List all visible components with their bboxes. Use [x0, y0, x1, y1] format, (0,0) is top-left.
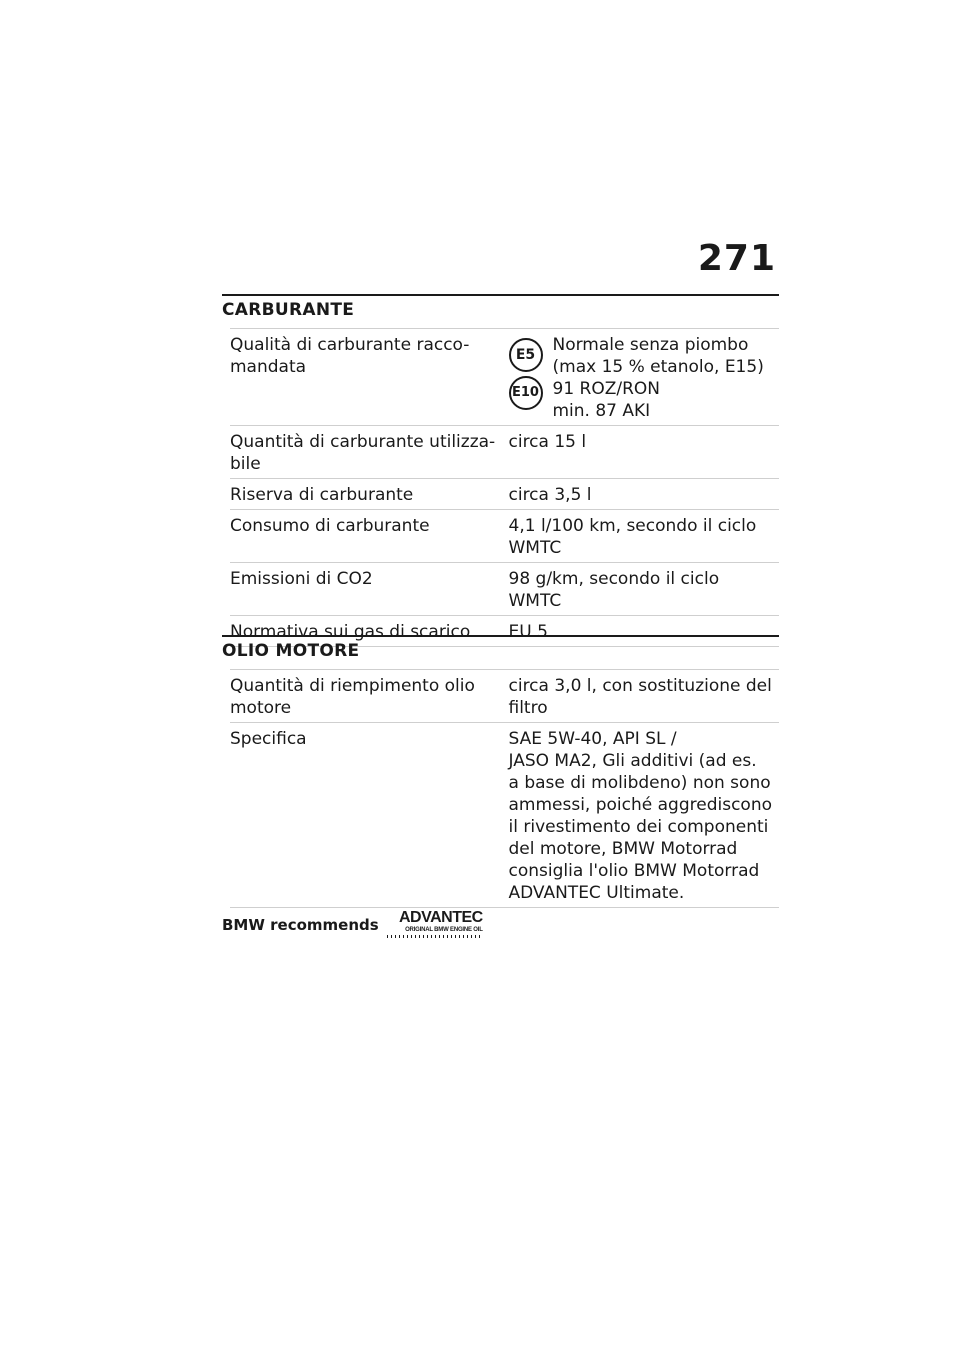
row-label: Quantità di carburante utilizza- bile: [230, 426, 509, 479]
advantec-logo-bar: [387, 935, 483, 938]
row-label: Riserva di carburante: [230, 479, 509, 510]
advantec-logo-name: ADVANTEC: [398, 909, 483, 926]
row-label: Consumo di carburante: [230, 510, 509, 563]
row-value: circa 15 l: [509, 426, 780, 479]
table-row: [230, 329, 779, 426]
row-label: Quantità di riempimento olio motore: [230, 670, 509, 723]
table-row: [230, 426, 779, 479]
e10-fuel-icon: E10: [509, 376, 543, 410]
row-label: [230, 329, 509, 426]
oil-section: [222, 635, 779, 908]
fuel-quality-e10: 91 ROZ/RON min. 87 AKI: [552, 379, 661, 421]
e5-fuel-icon: E5: [509, 338, 543, 372]
row-label: Normativa sui gas di scarico: [230, 616, 509, 647]
fuel-section: [222, 294, 779, 647]
advantec-logo: [387, 910, 483, 938]
section-title-oil: OLIO MOTORE: [222, 641, 360, 661]
row-value: EU 5: [509, 616, 780, 647]
recommends-text: BMW recommends: [222, 916, 379, 934]
row-value: 98 g/km, secondo il ciclo WMTC: [509, 563, 780, 616]
row-label: Emissioni di CO2: [230, 563, 509, 616]
page-number: 271: [697, 238, 776, 279]
oil-spec-table: [230, 669, 779, 908]
fuel-quality-e5: Normale senza piombo (max 15 % etanolo, E15): [552, 335, 764, 377]
fuel-badges: [509, 334, 553, 422]
table-row: [230, 670, 779, 723]
table-row: [230, 510, 779, 563]
row-value: [509, 329, 780, 426]
row-value: SAE 5W-40, API SL / JASO MA2, Gli additivi (ad es. a base di molibdeno) non sono ammessi, poiché aggrediscono il rivestimento dei componenti del motore, BMW Motorrad consiglia l'olio BMW Motorrad ADVANTEC Ultimate.: [509, 723, 780, 908]
table-row: [230, 563, 779, 616]
fuel-spec-table: [230, 328, 779, 647]
bmw-recommends-footer: [222, 910, 483, 938]
table-row: [230, 479, 779, 510]
row-value: circa 3,5 l: [509, 479, 780, 510]
row-value: 4,1 l/100 km, secondo il ciclo WMTC: [509, 510, 780, 563]
table-row: [230, 723, 779, 908]
label-text: Qualità di carburante racco- mandata: [230, 335, 470, 377]
section-title-fuel: CARBURANTE: [222, 300, 355, 320]
row-value: circa 3,0 l, con sostituzione del filtro: [509, 670, 780, 723]
advantec-logo-subtitle: ORIGINAL BMW ENGINE OIL: [405, 927, 483, 933]
row-label: Specifica: [230, 723, 509, 908]
